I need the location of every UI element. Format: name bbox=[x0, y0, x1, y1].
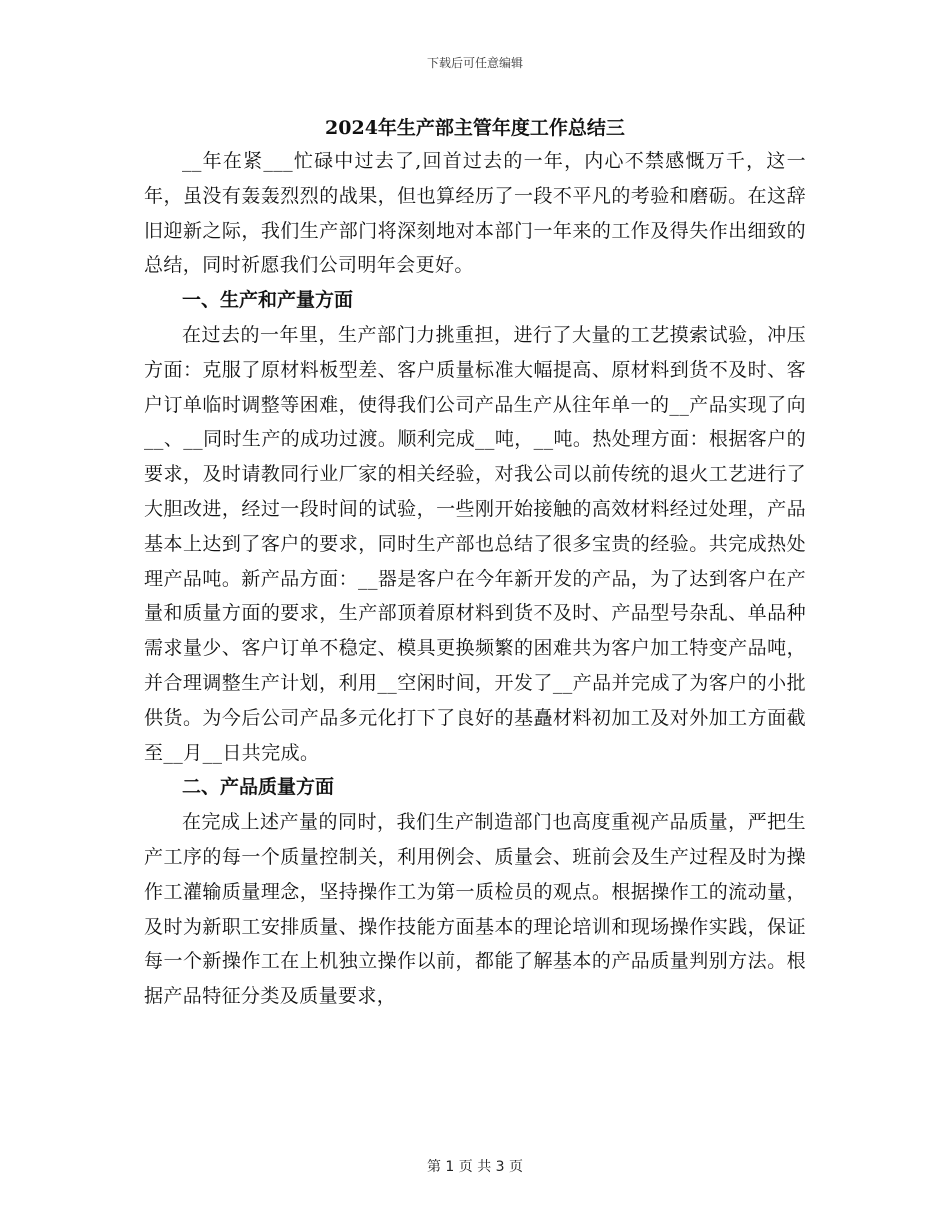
section-heading-production: 一、生产和产量方面 bbox=[182, 289, 354, 312]
page-header-note: 下载后可任意编辑 bbox=[426, 56, 523, 70]
section-heading-quality: 二、产品质量方面 bbox=[182, 776, 335, 799]
document-title: 2024年生产部主管年度工作总结三 bbox=[325, 117, 625, 139]
section-body-quality: 在完成上述产量的同时，我们生产制造部门也高度重视产品质量，严把生产工序的每一个质量控制关，利用例会、质量会、班前会及生产过程及时为操作工灌输质量理念，坚持操作工为第一质检员的观点。根据操作工的流动量，及时为新职工安排质量、操作技能方面基本的理论培训和现场操作实践，保证每一个新操作工在上机独立操作以前，都能了解基本的产品质量判别方法。根据产品特征分类及质量要求， bbox=[144, 811, 806, 1008]
section-body-production: 在过去的一年里，生产部门力挑重担，进行了大量的工艺摸索试验，冲压方面：克服了原材料板型差、客户质量标准大幅提高、原材料到货不及时、客户订单临时调整等困难，使得我们公司产品生产从往年单一的__产品实现了向__、__同时生产的成功过渡。顺利完成__吨，__吨。热处理方面：根据客户的要求，及时请教同行业厂家的相关经验，对我公司以前传统的退火工艺进行了大胆改进，经过一段时间的试验，一些刚开始接触的高效材料经过处理，产品基本上达到了客户的要求，同时生产部也总结了很多宝贵的经验。共完成热处理产品吨。新产品方面：__器是客户在今年新开发的产品，为了达到客户在产量和质量方面的要求，生产部顶着原材料到货不及时、产品型号杂乱、单品种需求量少、客户订单不稳定、模具更换频繁的困难共为客户加工特变产品吨，并合理调整生产计划，利用__空闲时间，开发了__产品并完成了为客户的小批供货。为今后公司产品多元化打下了良好的基矗材料初加工及对外加工方面截至__月__日共完成。 bbox=[144, 323, 806, 764]
document-body bbox=[144, 112, 806, 1014]
page-number-footer: 第 1 页 共 3 页 bbox=[426, 1159, 524, 1175]
intro-paragraph: __年在紧___忙碌中过去了,回首过去的一年，内心不禁感慨万千，这一年，虽没有轰轰烈烈的战果，但也算经历了一段不平凡的考验和磨砺。在这辞旧迎新之际，我们生产部门将深刻地对本部门一年来的工作及得失作出细致的总结，同时祈愿我们公司明年会更好。 bbox=[144, 150, 806, 277]
